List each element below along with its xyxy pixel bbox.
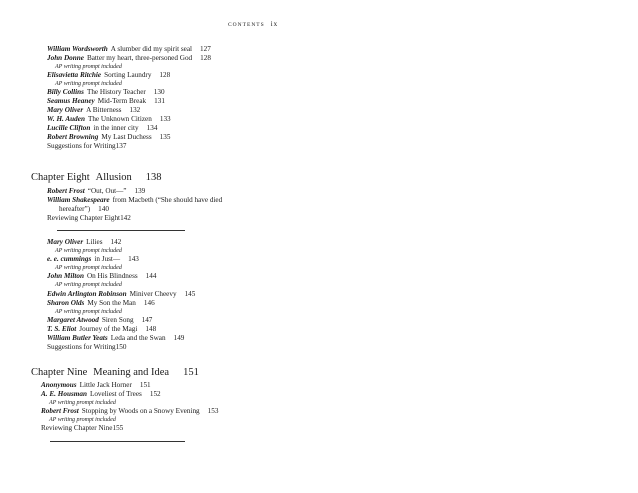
toc-entry bbox=[47, 316, 195, 325]
section-chapter-eight-main bbox=[47, 187, 222, 223]
section-entry-title: Reviewing Chapter Eight bbox=[47, 214, 121, 222]
toc-entry bbox=[41, 381, 218, 390]
chapter-name: Meaning and Idea bbox=[93, 367, 170, 378]
entry-author: Seamus Heaney bbox=[47, 97, 95, 106]
page-number: ix bbox=[270, 20, 279, 28]
chapter-name: Allusion bbox=[95, 172, 132, 183]
toc-entry bbox=[47, 54, 211, 63]
entry-page: 146 bbox=[143, 298, 155, 307]
section-entry-title: Suggestions for Writing bbox=[47, 142, 116, 151]
entry-title: “Out, Out—” bbox=[87, 187, 127, 195]
entry-title: My Son the Man bbox=[87, 298, 136, 307]
ap-prompt-note: AP writing prompt included bbox=[55, 81, 122, 88]
entry-page: 140 bbox=[98, 205, 109, 213]
section-entry-title: Suggestions for Writing bbox=[47, 342, 116, 351]
toc-entry bbox=[47, 88, 211, 97]
entry-page: 127 bbox=[200, 45, 211, 53]
section-chapter-eight-additional bbox=[47, 238, 195, 352]
chapter-label: Chapter Nine bbox=[31, 367, 88, 378]
ap-prompt-note: AP writing prompt included bbox=[55, 64, 122, 70]
entry-title: Stopping by Woods on a Snowy Evening bbox=[81, 407, 200, 416]
entry-page: 145 bbox=[184, 289, 196, 298]
section-entry bbox=[47, 343, 195, 352]
entry-page: 148 bbox=[145, 324, 157, 333]
entry-page: 133 bbox=[159, 115, 171, 124]
divider-rule bbox=[50, 441, 185, 442]
entry-author: Billy Collins bbox=[47, 88, 84, 97]
entry-title: Leda and the Swan bbox=[110, 333, 166, 342]
entry-title: Lilies bbox=[86, 238, 103, 246]
entry-author: e. e. cummings bbox=[47, 255, 92, 264]
chapter-label: Chapter Eight bbox=[31, 172, 90, 183]
toc-entry bbox=[47, 133, 211, 142]
entry-page: 150 bbox=[115, 342, 127, 351]
entry-author: Anonymous bbox=[41, 381, 77, 389]
toc-entry bbox=[47, 290, 195, 299]
toc-entry bbox=[47, 106, 211, 115]
entry-page: 131 bbox=[154, 97, 165, 106]
chapter-page: 151 bbox=[183, 367, 199, 378]
entry-title-continued: hereafter”) bbox=[59, 205, 91, 213]
entry-page: 147 bbox=[141, 315, 153, 324]
entry-title: My Last Duchess bbox=[101, 133, 152, 142]
toc-entry bbox=[47, 272, 195, 281]
section-entry-title: Reviewing Chapter Nine bbox=[41, 424, 113, 433]
entry-author: William Wordsworth bbox=[47, 45, 108, 53]
toc-entry bbox=[47, 71, 211, 80]
ap-prompt-note: AP writing prompt included bbox=[49, 417, 116, 424]
entry-page: 152 bbox=[149, 390, 161, 398]
entry-page: 134 bbox=[146, 124, 158, 133]
ap-prompt-note: AP writing prompt included bbox=[49, 400, 116, 406]
entry-page: 139 bbox=[134, 187, 146, 195]
entry-author: Robert Browning bbox=[47, 133, 99, 142]
toc-entry bbox=[47, 115, 211, 124]
entry-author: Edwin Arlington Robinson bbox=[47, 289, 127, 298]
entry-page: 130 bbox=[153, 88, 165, 97]
entry-author: Elisavietta Ritchie bbox=[47, 71, 102, 80]
entry-author: John Milton bbox=[47, 272, 84, 281]
entry-title: Loveliest of Trees bbox=[89, 390, 142, 398]
entry-title: Miniver Cheevy bbox=[129, 289, 177, 298]
entry-author: Mary Oliver bbox=[47, 238, 84, 246]
entry-title: Siren Song bbox=[101, 315, 134, 324]
section-chapter-nine bbox=[41, 381, 218, 433]
entry-author: Robert Frost bbox=[47, 187, 85, 195]
section-entry bbox=[47, 214, 222, 223]
entry-author: John Donne bbox=[47, 54, 84, 62]
ap-prompt-note: AP writing prompt included bbox=[55, 308, 122, 315]
entry-title: Sorting Laundry bbox=[104, 71, 152, 80]
ap-prompt-note: AP writing prompt included bbox=[55, 282, 122, 289]
toc-entry bbox=[47, 255, 195, 264]
entry-title: On His Blindness bbox=[86, 272, 138, 281]
entry-title: A slumber did my spirit seal bbox=[110, 45, 193, 53]
entry-author: Sharon Olds bbox=[47, 298, 85, 307]
entry-page: 142 bbox=[110, 238, 122, 246]
toc-entry bbox=[47, 124, 211, 133]
entry-title: A Bitterness bbox=[86, 106, 122, 115]
toc-entry bbox=[41, 407, 218, 416]
toc-entry bbox=[47, 187, 222, 196]
toc-entry bbox=[47, 334, 195, 343]
entry-title: Mid-Term Break bbox=[97, 97, 147, 106]
toc-entry bbox=[47, 325, 195, 334]
entry-title: Little Jack Horner bbox=[79, 381, 132, 389]
toc-entry bbox=[41, 390, 218, 399]
entry-page: 155 bbox=[112, 424, 124, 433]
running-head-title: CONTENTS bbox=[228, 22, 265, 28]
entry-page: 144 bbox=[145, 272, 157, 281]
toc-entry bbox=[47, 45, 211, 54]
entry-title: Journey of the Magi bbox=[79, 324, 138, 333]
entry-author: Lucille Clifton bbox=[47, 124, 91, 133]
entry-page: 143 bbox=[128, 255, 139, 264]
entry-author: T. S. Eliot bbox=[47, 324, 77, 333]
entry-title: in Just— bbox=[94, 255, 121, 264]
entry-page: 151 bbox=[139, 381, 151, 389]
running-header bbox=[228, 20, 278, 28]
section-chapter-seven-end bbox=[47, 45, 211, 151]
entry-page: 137 bbox=[115, 142, 127, 151]
entry-page: 153 bbox=[207, 407, 219, 416]
entry-page: 142 bbox=[120, 214, 131, 222]
ap-prompt-note: AP writing prompt included bbox=[55, 265, 122, 272]
entry-title: The Unknown Citizen bbox=[87, 115, 152, 124]
ap-prompt-note: AP writing prompt included bbox=[55, 248, 122, 254]
toc-entry bbox=[47, 196, 222, 205]
divider-rule bbox=[57, 230, 185, 231]
section-entry bbox=[41, 424, 218, 433]
entry-title: Batter my heart, three-personed God bbox=[86, 54, 193, 62]
entry-author: A. E. Housman bbox=[41, 390, 87, 398]
toc-entry bbox=[47, 299, 195, 308]
entry-continuation bbox=[47, 205, 222, 214]
toc-entry bbox=[47, 238, 195, 247]
entry-author: W. H. Auden bbox=[47, 115, 85, 124]
entry-author: Robert Frost bbox=[41, 407, 79, 416]
entry-author: Margaret Atwood bbox=[47, 315, 99, 324]
entry-title: The History Teacher bbox=[86, 88, 146, 97]
entry-author: William Butler Yeats bbox=[47, 333, 108, 342]
entry-page: 128 bbox=[159, 71, 171, 80]
entry-author: William Shakespeare bbox=[47, 196, 110, 204]
chapter-page: 138 bbox=[145, 172, 162, 183]
entry-title: from Macbeth (“She should have died bbox=[112, 196, 223, 204]
chapter-nine-heading bbox=[31, 367, 199, 378]
chapter-eight-heading bbox=[31, 172, 162, 183]
entry-page: 149 bbox=[173, 333, 185, 342]
entry-author: Mary Oliver bbox=[47, 106, 84, 115]
entry-page: 135 bbox=[159, 133, 171, 142]
entry-page: 128 bbox=[200, 54, 211, 62]
section-entry bbox=[47, 142, 211, 151]
entry-page: 132 bbox=[129, 106, 141, 115]
toc-entry bbox=[47, 97, 211, 106]
entry-title: in the inner city bbox=[93, 124, 139, 133]
